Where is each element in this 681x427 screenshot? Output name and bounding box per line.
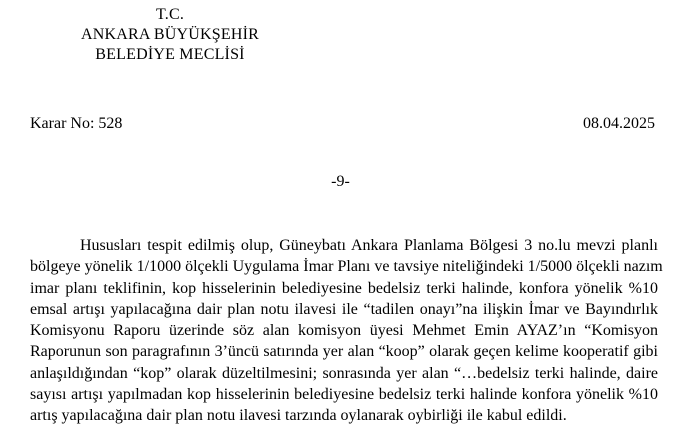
header-council: BELEDİYE MECLİSİ bbox=[95, 46, 245, 63]
paragraph-line: imar planı teklifinin, kop hisselerinin belediyesine bedelsiz terki halinde, konfora yönelik %10 bbox=[30, 279, 658, 297]
decision-date: 08.04.2025 bbox=[583, 115, 655, 132]
header-municipality: ANKARA BÜYÜKŞEHİR bbox=[80, 26, 260, 43]
paragraph-line: Hususları tespit edilmiş olup, Güneybatı Ankara Planlama Bölgesi 3 no.lu mevzi planlı bbox=[80, 237, 658, 254]
paragraph-line: artış yapılacağına dair plan notu ilavesi tarzında oylanarak oybirliği ile kabul edildi. bbox=[30, 407, 567, 425]
paragraph-line: Komisyonu Raporu üzerinde söz alan komisyon üyesi Mehmet Emin AYAZ’ın “Komisyon bbox=[30, 322, 658, 340]
paragraph-line: bölgeye yönelik 1/1000 ölçekli Uygulama İmar Planı ve tavsiye niteliğindeki 1/5000 ölçekli nazım bbox=[30, 258, 663, 276]
header-republic: T.C. bbox=[155, 6, 185, 23]
body-paragraph bbox=[30, 235, 663, 427]
decision-number: Karar No: 528 bbox=[30, 115, 123, 132]
page-number: -9- bbox=[331, 173, 350, 190]
paragraph-line: Raporunun son paragrafının 3’üncü satırında yer alan “koop” olarak geçen kelime kooperatif gibi bbox=[30, 343, 658, 361]
paragraph-line: emsal artışı yapılacağına dair plan notu ilavesi ile “tadilen onayı”na ilişkin İmar ve Bayındırlık bbox=[30, 300, 658, 318]
paragraph-line: sayısı artışı yapılmadan kop hisselerinin belediyesine bedelsiz terki halinde konfora yönelik %10 bbox=[30, 386, 658, 404]
paragraph-line: anlaşıldığından “kop” olarak düzeltilmesini; sonrasında yer alan “…bedelsiz terki halinde, daire bbox=[30, 364, 658, 382]
